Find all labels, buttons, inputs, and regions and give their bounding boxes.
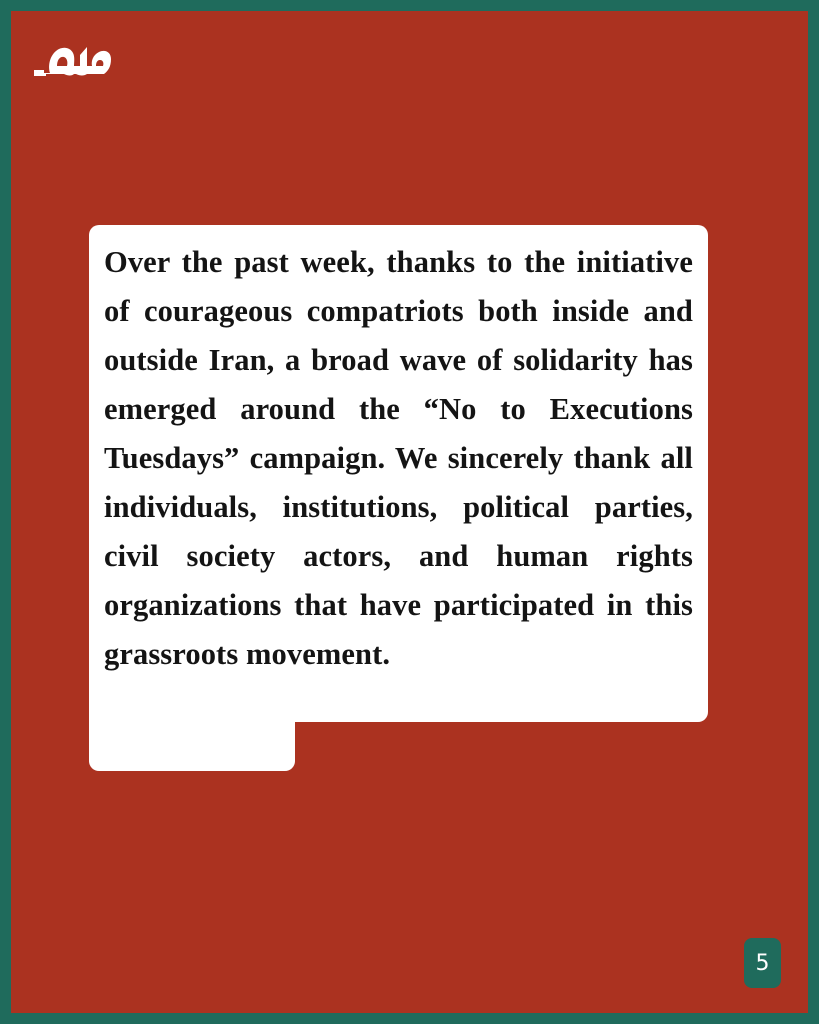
text-card-tail [89, 700, 295, 771]
body-paragraph: Over the past week, thanks to the initiative of courageous compatriots both inside and outside Iran, a broad wave of solidarity has emerged around the “No to Executions Tuesdays” campaign. We sincerely thank all individuals, institutions, political parties, civil society actors, and human rights organizations that have participated in this grassroots movement. [104, 245, 693, 671]
brand-logo-icon [30, 33, 112, 81]
page-number-badge: 5 [744, 938, 781, 988]
